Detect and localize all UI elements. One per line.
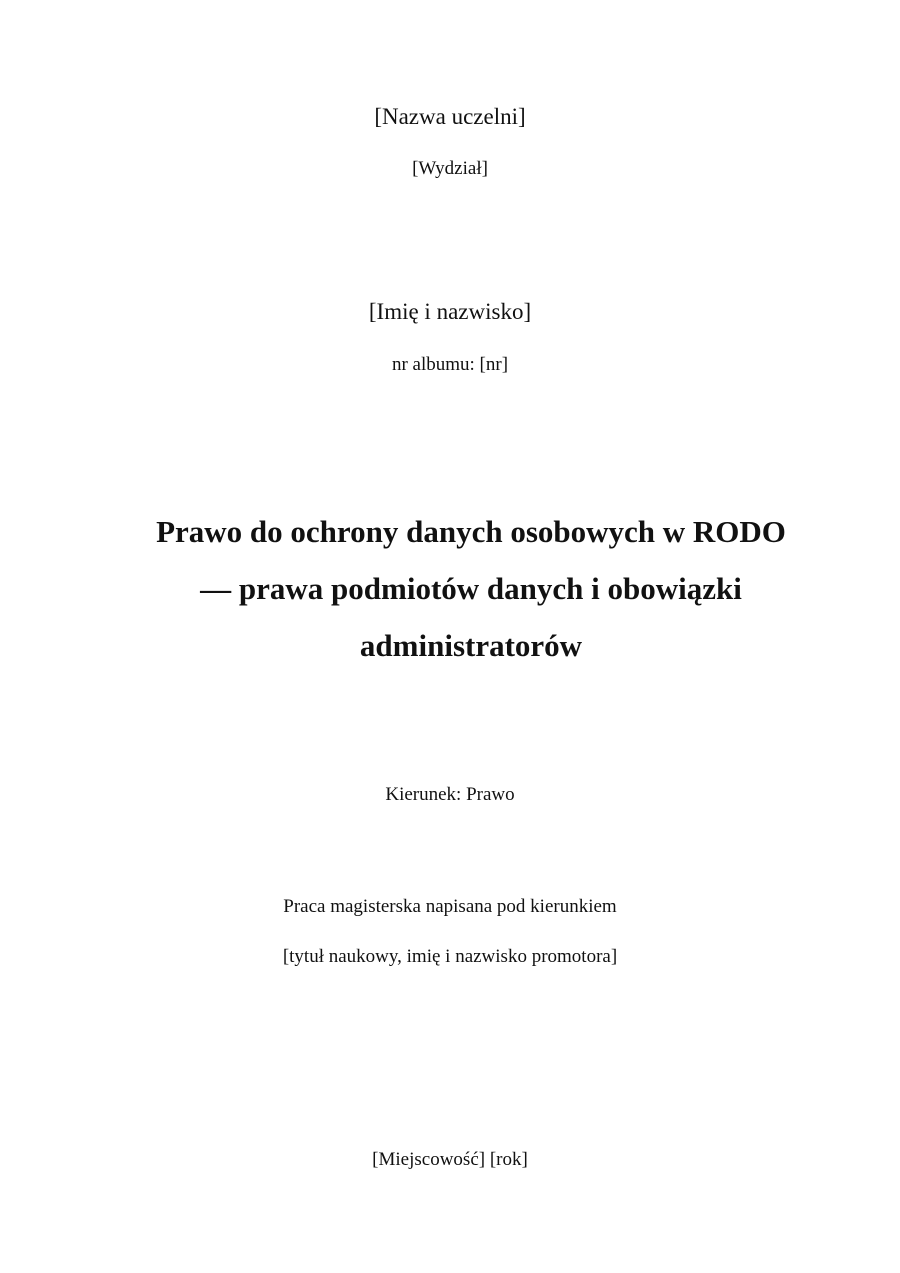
- place-and-year: [Miejscowość] [rok]: [372, 1149, 528, 1170]
- thesis-title: [130, 503, 812, 674]
- thesis-type: Praca magisterska napisana pod kierunkiem: [283, 896, 617, 917]
- faculty-name: [Wydział]: [412, 158, 488, 179]
- album-number: nr albumu: [nr]: [391, 354, 509, 375]
- supervisor-name: [tytuł naukowy, imię i nazwisko promotora]: [282, 946, 618, 967]
- thesis-title-line-2: — prawa podmiotów danych i obowiązki: [200, 571, 742, 606]
- thesis-title-line-3: administratorów: [359, 628, 583, 663]
- thesis-title-line-1: Prawo do ochrony danych osobowych w RODO: [156, 514, 786, 549]
- author-name: [Imię i nazwisko]: [368, 299, 532, 324]
- university-name: [Nazwa uczelni]: [374, 104, 526, 129]
- field-of-study: Kierunek: Prawo: [385, 784, 515, 805]
